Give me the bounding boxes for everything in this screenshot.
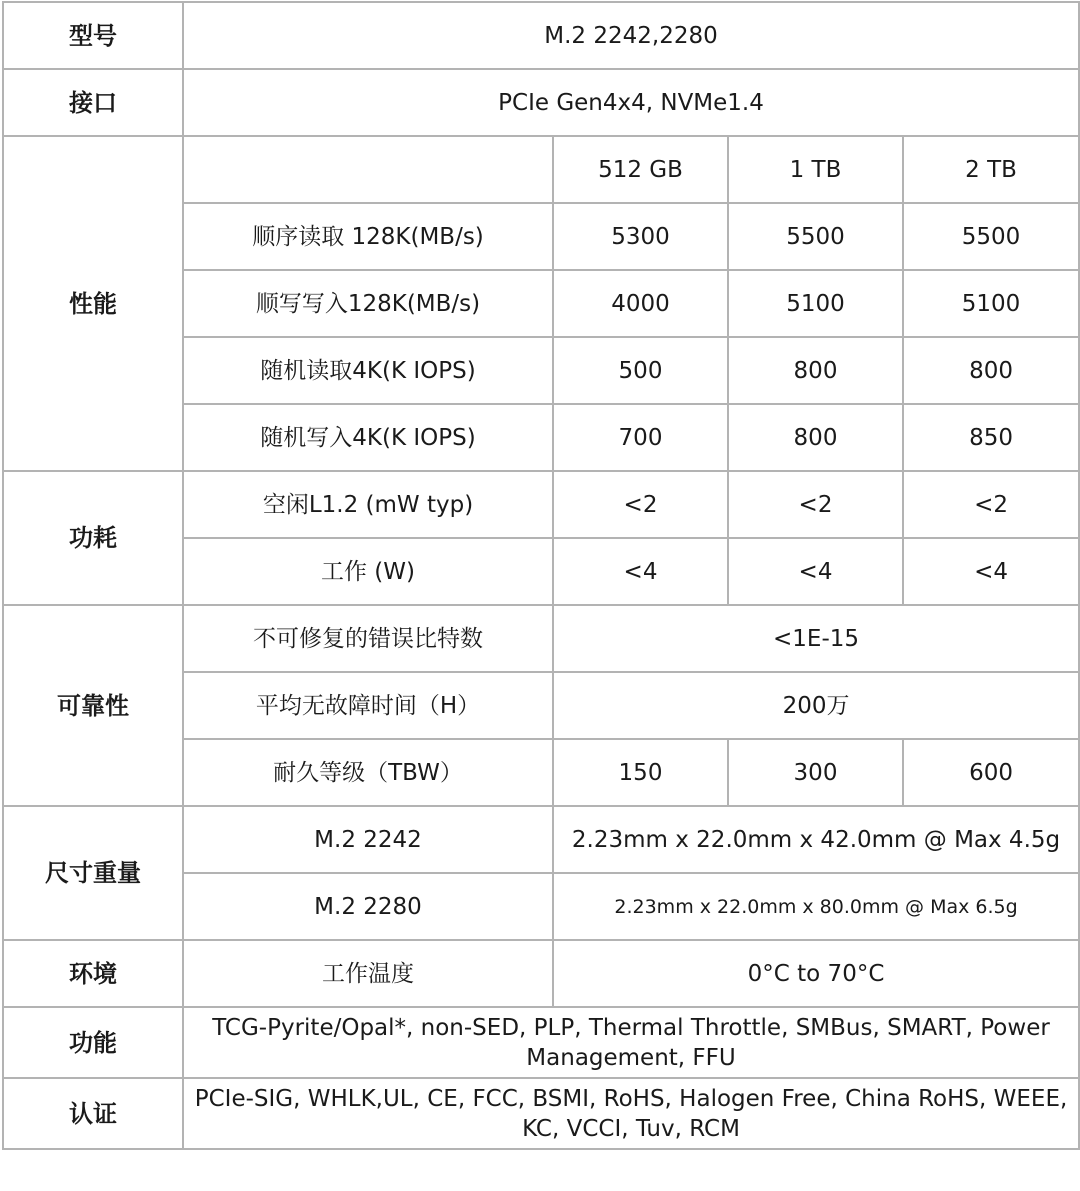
metric-value: 5300 bbox=[553, 203, 728, 270]
table-row-features bbox=[3, 1007, 1079, 1078]
power-value: <4 bbox=[728, 538, 903, 605]
capacity-header-blank bbox=[183, 136, 553, 203]
power-value: <2 bbox=[728, 471, 903, 538]
reliability-name: 不可修复的错误比特数 bbox=[183, 605, 553, 672]
category-performance: 性能 bbox=[3, 136, 183, 471]
table-row-certification bbox=[3, 1078, 1079, 1149]
metric-name: 随机写入4K(K IOPS) bbox=[183, 404, 553, 471]
power-value: <4 bbox=[903, 538, 1079, 605]
metric-value: 4000 bbox=[553, 270, 728, 337]
size-name: M.2 2280 bbox=[183, 873, 553, 940]
metric-value: 800 bbox=[903, 337, 1079, 404]
metric-name: 顺写写入128K(MB/s) bbox=[183, 270, 553, 337]
spec-table bbox=[2, 1, 1080, 1150]
certification-value: PCIe-SIG, WHLK,UL, CE, FCC, BSMI, RoHS, Halogen Free, China RoHS, WEEE, KC, VCCI, Tuv, RCM bbox=[183, 1078, 1079, 1149]
category-size-weight: 尺寸重量 bbox=[3, 806, 183, 940]
table-row-size-2242 bbox=[3, 806, 1079, 873]
size-value: 2.23mm x 22.0mm x 42.0mm @ Max 4.5g bbox=[553, 806, 1079, 873]
endurance-value: 600 bbox=[903, 739, 1079, 806]
size-value: 2.23mm x 22.0mm x 80.0mm @ Max 6.5g bbox=[553, 873, 1079, 940]
power-name: 工作 (W) bbox=[183, 538, 553, 605]
metric-value: 5500 bbox=[728, 203, 903, 270]
category-certification: 认证 bbox=[3, 1078, 183, 1149]
power-value: <2 bbox=[903, 471, 1079, 538]
size-name: M.2 2242 bbox=[183, 806, 553, 873]
reliability-value: <1E-15 bbox=[553, 605, 1079, 672]
table-row-environment bbox=[3, 940, 1079, 1007]
category-reliability: 可靠性 bbox=[3, 605, 183, 806]
metric-value: 800 bbox=[728, 404, 903, 471]
capacity-header: 1 TB bbox=[728, 136, 903, 203]
table-row-capacity-header bbox=[3, 136, 1079, 203]
metric-name: 顺序读取 128K(MB/s) bbox=[183, 203, 553, 270]
power-value: <4 bbox=[553, 538, 728, 605]
category-features: 功能 bbox=[3, 1007, 183, 1078]
reliability-name: 耐久等级（TBW） bbox=[183, 739, 553, 806]
table-row-model bbox=[3, 2, 1079, 69]
category-model: 型号 bbox=[3, 2, 183, 69]
environment-name: 工作温度 bbox=[183, 940, 553, 1007]
power-name: 空闲L1.2 (mW typ) bbox=[183, 471, 553, 538]
metric-value: 700 bbox=[553, 404, 728, 471]
features-value: TCG-Pyrite/Opal*, non-SED, PLP, Thermal Throttle, SMBus, SMART, Power Management, FFU bbox=[183, 1007, 1079, 1078]
metric-name: 随机读取4K(K IOPS) bbox=[183, 337, 553, 404]
power-value: <2 bbox=[553, 471, 728, 538]
environment-value: 0°C to 70°C bbox=[553, 940, 1079, 1007]
metric-value: 500 bbox=[553, 337, 728, 404]
reliability-value: 200万 bbox=[553, 672, 1079, 739]
metric-value: 5100 bbox=[728, 270, 903, 337]
table-row-uber bbox=[3, 605, 1079, 672]
metric-value: 5100 bbox=[903, 270, 1079, 337]
metric-value: 800 bbox=[728, 337, 903, 404]
capacity-header: 2 TB bbox=[903, 136, 1079, 203]
model-value: M.2 2242,2280 bbox=[183, 2, 1079, 69]
capacity-header: 512 GB bbox=[553, 136, 728, 203]
category-environment: 环境 bbox=[3, 940, 183, 1007]
endurance-value: 300 bbox=[728, 739, 903, 806]
metric-value: 5500 bbox=[903, 203, 1079, 270]
reliability-name: 平均无故障时间（H） bbox=[183, 672, 553, 739]
table-row-interface bbox=[3, 69, 1079, 136]
metric-value: 850 bbox=[903, 404, 1079, 471]
table-row-idle-power bbox=[3, 471, 1079, 538]
category-interface: 接口 bbox=[3, 69, 183, 136]
category-power: 功耗 bbox=[3, 471, 183, 605]
endurance-value: 150 bbox=[553, 739, 728, 806]
interface-value: PCIe Gen4x4, NVMe1.4 bbox=[183, 69, 1079, 136]
